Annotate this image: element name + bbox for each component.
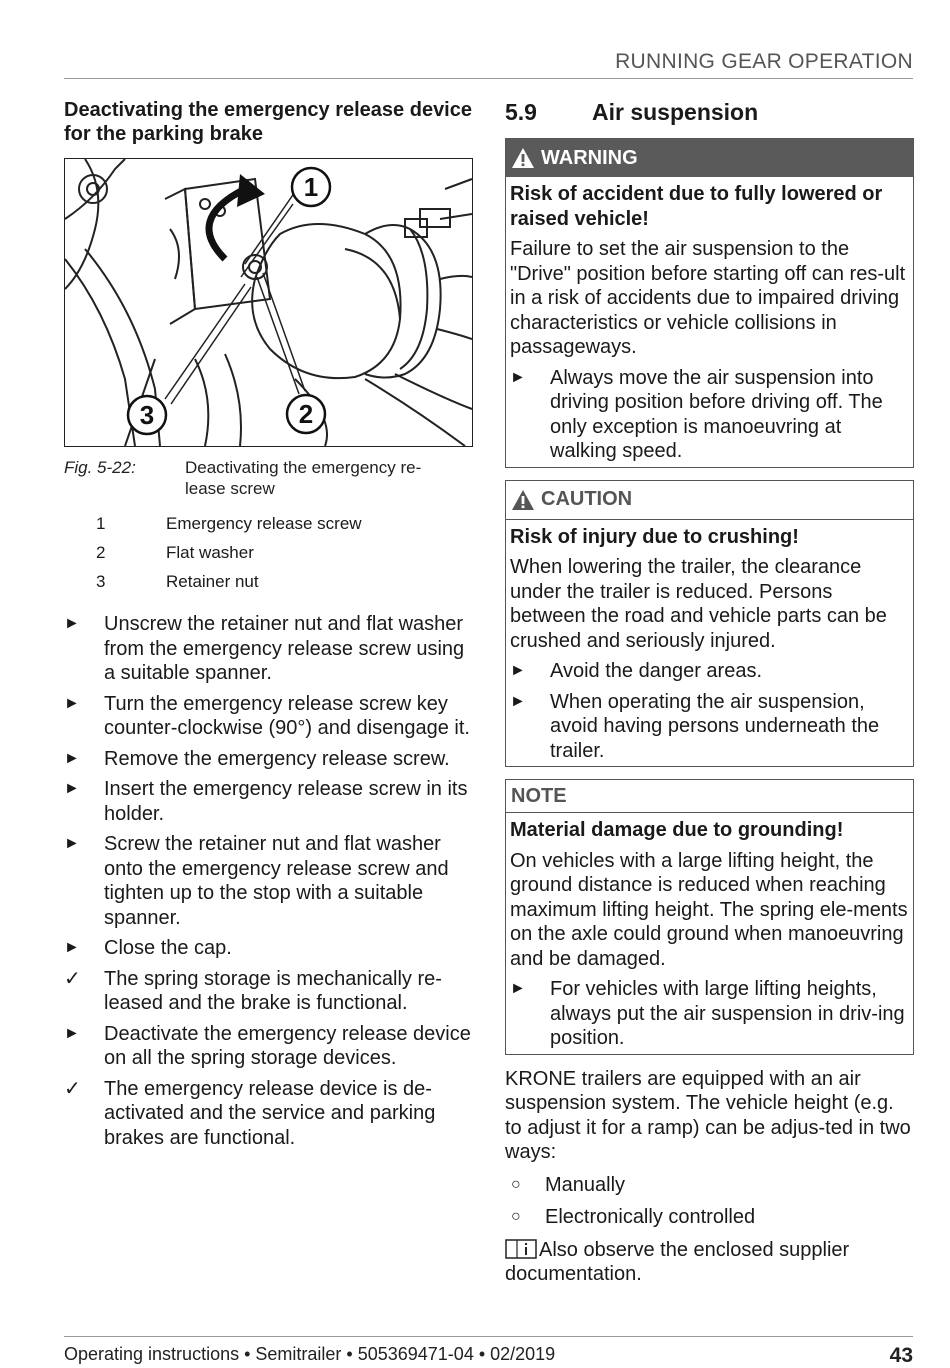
option-item: ○ Electronically controlled [505,1205,914,1230]
note-header [506,780,913,813]
section-title: Air suspension [592,99,759,125]
caution-box [505,480,914,768]
step-item: ► Close the cap. [64,937,232,959]
step-item: ► Screw the retainer nut and flat washer onto the emergency release screw and tighten up to the stop with a suitable spanner. [64,833,449,929]
figure-number: Fig. 5-22: [64,458,136,477]
callout-2: 2 [298,399,314,429]
checkmark-icon: ✓ [64,967,81,990]
step-item: ► Unscrew the retainer nut and flat washer from the emergency release screw using a suitable spanner. [64,613,465,684]
callout-3: 3 [139,400,155,430]
figure-emergency-release [64,158,473,447]
arrow-bullet-icon: ► [510,662,526,679]
checkmark-icon: ✓ [64,1077,81,1100]
warning-label: WARNING [541,146,638,169]
caution-step: ► When operating the air suspension, avoid having persons underneath the trailer. [510,690,880,762]
arrow-bullet-icon: ► [64,749,80,767]
arrow-bullet-icon: ► [64,1024,80,1042]
left-column [64,98,474,1156]
arrow-bullet-icon: ► [64,939,80,956]
page-footer [64,1336,913,1367]
supplier-doc-note [505,1238,914,1287]
figure-caption [64,457,474,499]
figure-legend [64,513,474,600]
section-heading [505,98,914,126]
step-item: ► Deactivate the emergency release device on all the spring storage devices. [64,1022,471,1069]
running-header [64,48,913,79]
note-text: On vehicles with a large lifting height, the ground distance is reduced when reaching maximum lifting height. The spring ele-ments on the axle could ground when manoeuvring and be damaged. [510,849,908,970]
instruction-steps [64,612,474,1150]
warning-triangle-icon [511,489,535,511]
warning-title: Risk of accident due to fully lowered or raised vehicle! [510,183,883,230]
body-paragraph: KRONE trailers are equipped with an air suspension system. The vehicle height (e.g. to adjust it for a ramp) can be adjus-ted in two ways: [505,1067,911,1163]
note-title: Material damage due to grounding! [510,819,844,841]
caution-header [506,481,913,520]
warning-text: Failure to set the air suspension to the "Drive" position before starting off can res-ult in a risk of accidents due to impaired driving characteristics or vehicle collisions in passageways. [510,238,906,358]
header-section-title: RUNNING GEAR OPERATION [615,50,913,73]
supplier-doc-text: Also observe the enclosed supplier documentation. [505,1238,850,1285]
warning-triangle-icon [511,147,535,169]
caution-label: CAUTION [541,488,633,510]
result-item: ✓ The emergency release device is de-activated and the service and parking brakes are functional. [64,1077,436,1149]
arrow-bullet-icon: ► [64,835,80,852]
step-item: ► Turn the emergency release screw key counter-clockwise (90°) and disengage it. [64,692,470,739]
arrow-bullet-icon: ► [64,780,80,797]
legend-item: 1 Emergency release screw [96,514,362,533]
warning-box [505,138,914,468]
arrow-bullet-icon: ► [510,980,526,997]
legend-item: 3 Retainer nut [96,572,259,591]
note-label: NOTE [511,784,567,807]
step-item: ► Insert the emergency release screw in its holder. [64,778,468,825]
caution-text: When lowering the trailer, the clearance under the trailer is reduced. Persons between the road and vehicle parts can be crushed and seriously injured. [510,556,887,652]
option-item: ○ Manually [505,1173,914,1198]
mechanical-drawing [65,159,472,446]
arrow-bullet-icon: ► [64,615,80,632]
step-item: ► Remove the emergency release screw. [64,747,450,770]
book-info-icon [505,1239,537,1259]
subsection-heading: Deactivating the emergency release device for the parking brake [64,99,472,145]
page-number: 43 [889,1344,913,1367]
circle-bullet-icon: ○ [511,1208,521,1225]
warning-header [506,139,913,177]
note-box [505,779,914,1055]
figure-caption-text: Deactivating the emergency re-lease screw [185,458,422,498]
result-item: ✓ The spring storage is mechanically re-leased and the brake is functional. [64,967,442,1014]
note-step: ► For vehicles with large lifting heights, always put the air suspension in driv-ing position. [510,978,905,1049]
arrow-bullet-icon: ► [64,694,80,712]
caution-step: ► Avoid the danger areas. [510,660,763,682]
legend-item: 2 Flat washer [96,543,254,562]
footer-text: Operating instructions • Semitrailer • 505369471-04 • 02/2019 [64,1344,556,1364]
arrow-bullet-icon: ► [510,692,526,710]
warning-step: ► Always move the air suspension into driving position before driving off. The only exception is manoeuvring at walking speed. [510,366,883,462]
right-column [505,98,914,1287]
section-number: 5.9 [505,99,537,125]
caution-title: Risk of injury due to crushing! [510,525,799,548]
callout-1: 1 [303,172,319,202]
arrow-bullet-icon: ► [510,368,526,386]
circle-bullet-icon: ○ [511,1175,521,1193]
